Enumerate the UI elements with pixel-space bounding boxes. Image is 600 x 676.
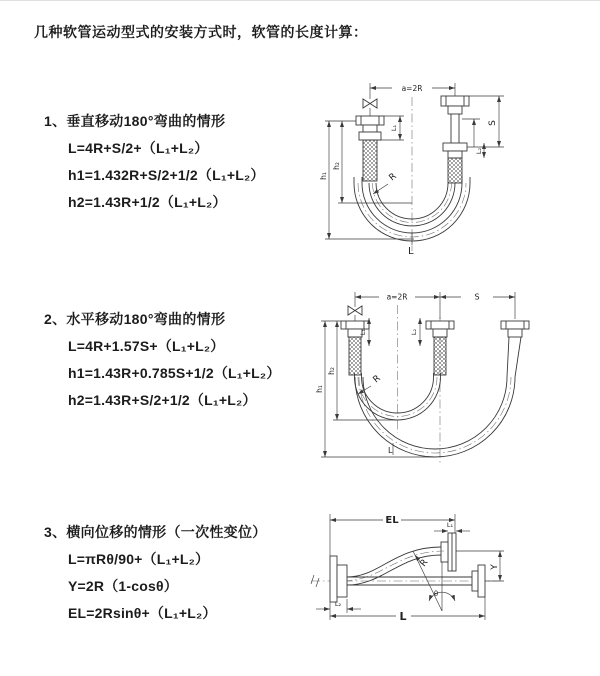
label-el: EL bbox=[385, 515, 399, 526]
label-span-a2r: a=2R bbox=[401, 84, 423, 93]
left-flange bbox=[330, 556, 347, 602]
formula-h2: h2=1.43R+1/2（L₁+L₂） bbox=[68, 194, 227, 210]
valve-icon bbox=[348, 306, 362, 321]
dimension-fitting-top bbox=[434, 521, 470, 531]
label-l1: L₁ bbox=[446, 521, 454, 529]
dimension-el bbox=[330, 514, 455, 556]
pipe-3-displaced-fitting bbox=[501, 321, 529, 377]
diagram-lateral-displacement bbox=[303, 501, 593, 651]
formula-h1: h1=1.432R+S/2+1/2（L₁+L₂） bbox=[68, 167, 265, 183]
label-radius: R bbox=[387, 171, 399, 184]
upper-flange bbox=[441, 533, 456, 571]
formula-h2: h2=1.43R+S/2+1/2（L₁+L₂） bbox=[68, 392, 257, 408]
dimension-span-a2r bbox=[355, 292, 515, 319]
diagram-vertical-180-bend bbox=[312, 71, 597, 266]
curved-hose bbox=[343, 547, 444, 585]
diagram-horizontal-180-bend bbox=[312, 283, 600, 473]
label-h1: h₁ bbox=[319, 172, 328, 180]
label-length: L bbox=[388, 446, 393, 455]
formula-length: L=4R+1.57S+（L₁+L₂） bbox=[68, 338, 225, 354]
valve-icon bbox=[363, 99, 377, 116]
formula-el: EL=2Rsinθ+（L₁+L₂） bbox=[68, 605, 217, 621]
label-l2: L₂ bbox=[410, 328, 418, 336]
length-callout bbox=[408, 233, 414, 257]
section-1-heading: 1、垂直移动180°弯曲的情形 bbox=[44, 113, 226, 129]
braided-hose-section bbox=[434, 337, 446, 375]
hose-u-bends bbox=[355, 373, 516, 457]
label-l2: L₂ bbox=[334, 600, 342, 608]
label-stroke-s: S bbox=[474, 292, 480, 302]
section-3-heading: 3、横向位移的情形（一次性变位） bbox=[44, 524, 267, 540]
right-pipe-fitting bbox=[441, 96, 469, 183]
braided-hose-section bbox=[448, 158, 462, 183]
label-angle-theta: θ bbox=[433, 590, 439, 598]
label-radius: R bbox=[371, 373, 383, 386]
section-2-heading: 2、水平移动180°弯曲的情形 bbox=[44, 311, 226, 327]
pipe-2-fitting bbox=[426, 321, 454, 375]
label-h1: h₁ bbox=[315, 385, 324, 393]
formula-h1: h1=1.43R+0.785S+1/2（L₁+L₂） bbox=[68, 365, 281, 381]
braided-hose-section bbox=[349, 337, 361, 375]
dimension-fitting-right bbox=[410, 318, 420, 346]
left-pipe-fitting bbox=[356, 116, 384, 181]
label-length: L bbox=[408, 246, 414, 257]
dimension-length bbox=[330, 597, 485, 623]
formula-offset-y: Y=2R（1-cosθ） bbox=[68, 578, 178, 594]
label-offset-y: Y bbox=[490, 564, 500, 570]
label-h2: h₂ bbox=[332, 162, 341, 170]
label-l1: L₁ bbox=[390, 124, 398, 132]
label-h2: h₂ bbox=[327, 367, 336, 375]
label-l2: L₂ bbox=[475, 147, 483, 155]
page-title: 几种软管运动型式的安装方式时，软管的长度计算： bbox=[34, 24, 368, 40]
formula-length: L=πRθ/90+（L₁+L₂） bbox=[68, 551, 210, 567]
label-radius: R bbox=[418, 557, 431, 569]
dimension-heights bbox=[315, 321, 435, 457]
dimension-fitting-right bbox=[475, 143, 484, 158]
label-stroke-s: S bbox=[488, 120, 498, 126]
braided-hose-section bbox=[363, 140, 377, 181]
label-l1: L₁ bbox=[359, 328, 367, 336]
formula-length: L=4R+S/2+（L₁+L₂） bbox=[68, 140, 209, 156]
label-span-a2r: a=2R bbox=[386, 292, 408, 302]
label-length: L bbox=[399, 610, 407, 623]
dimension-fitting-left bbox=[316, 599, 361, 613]
